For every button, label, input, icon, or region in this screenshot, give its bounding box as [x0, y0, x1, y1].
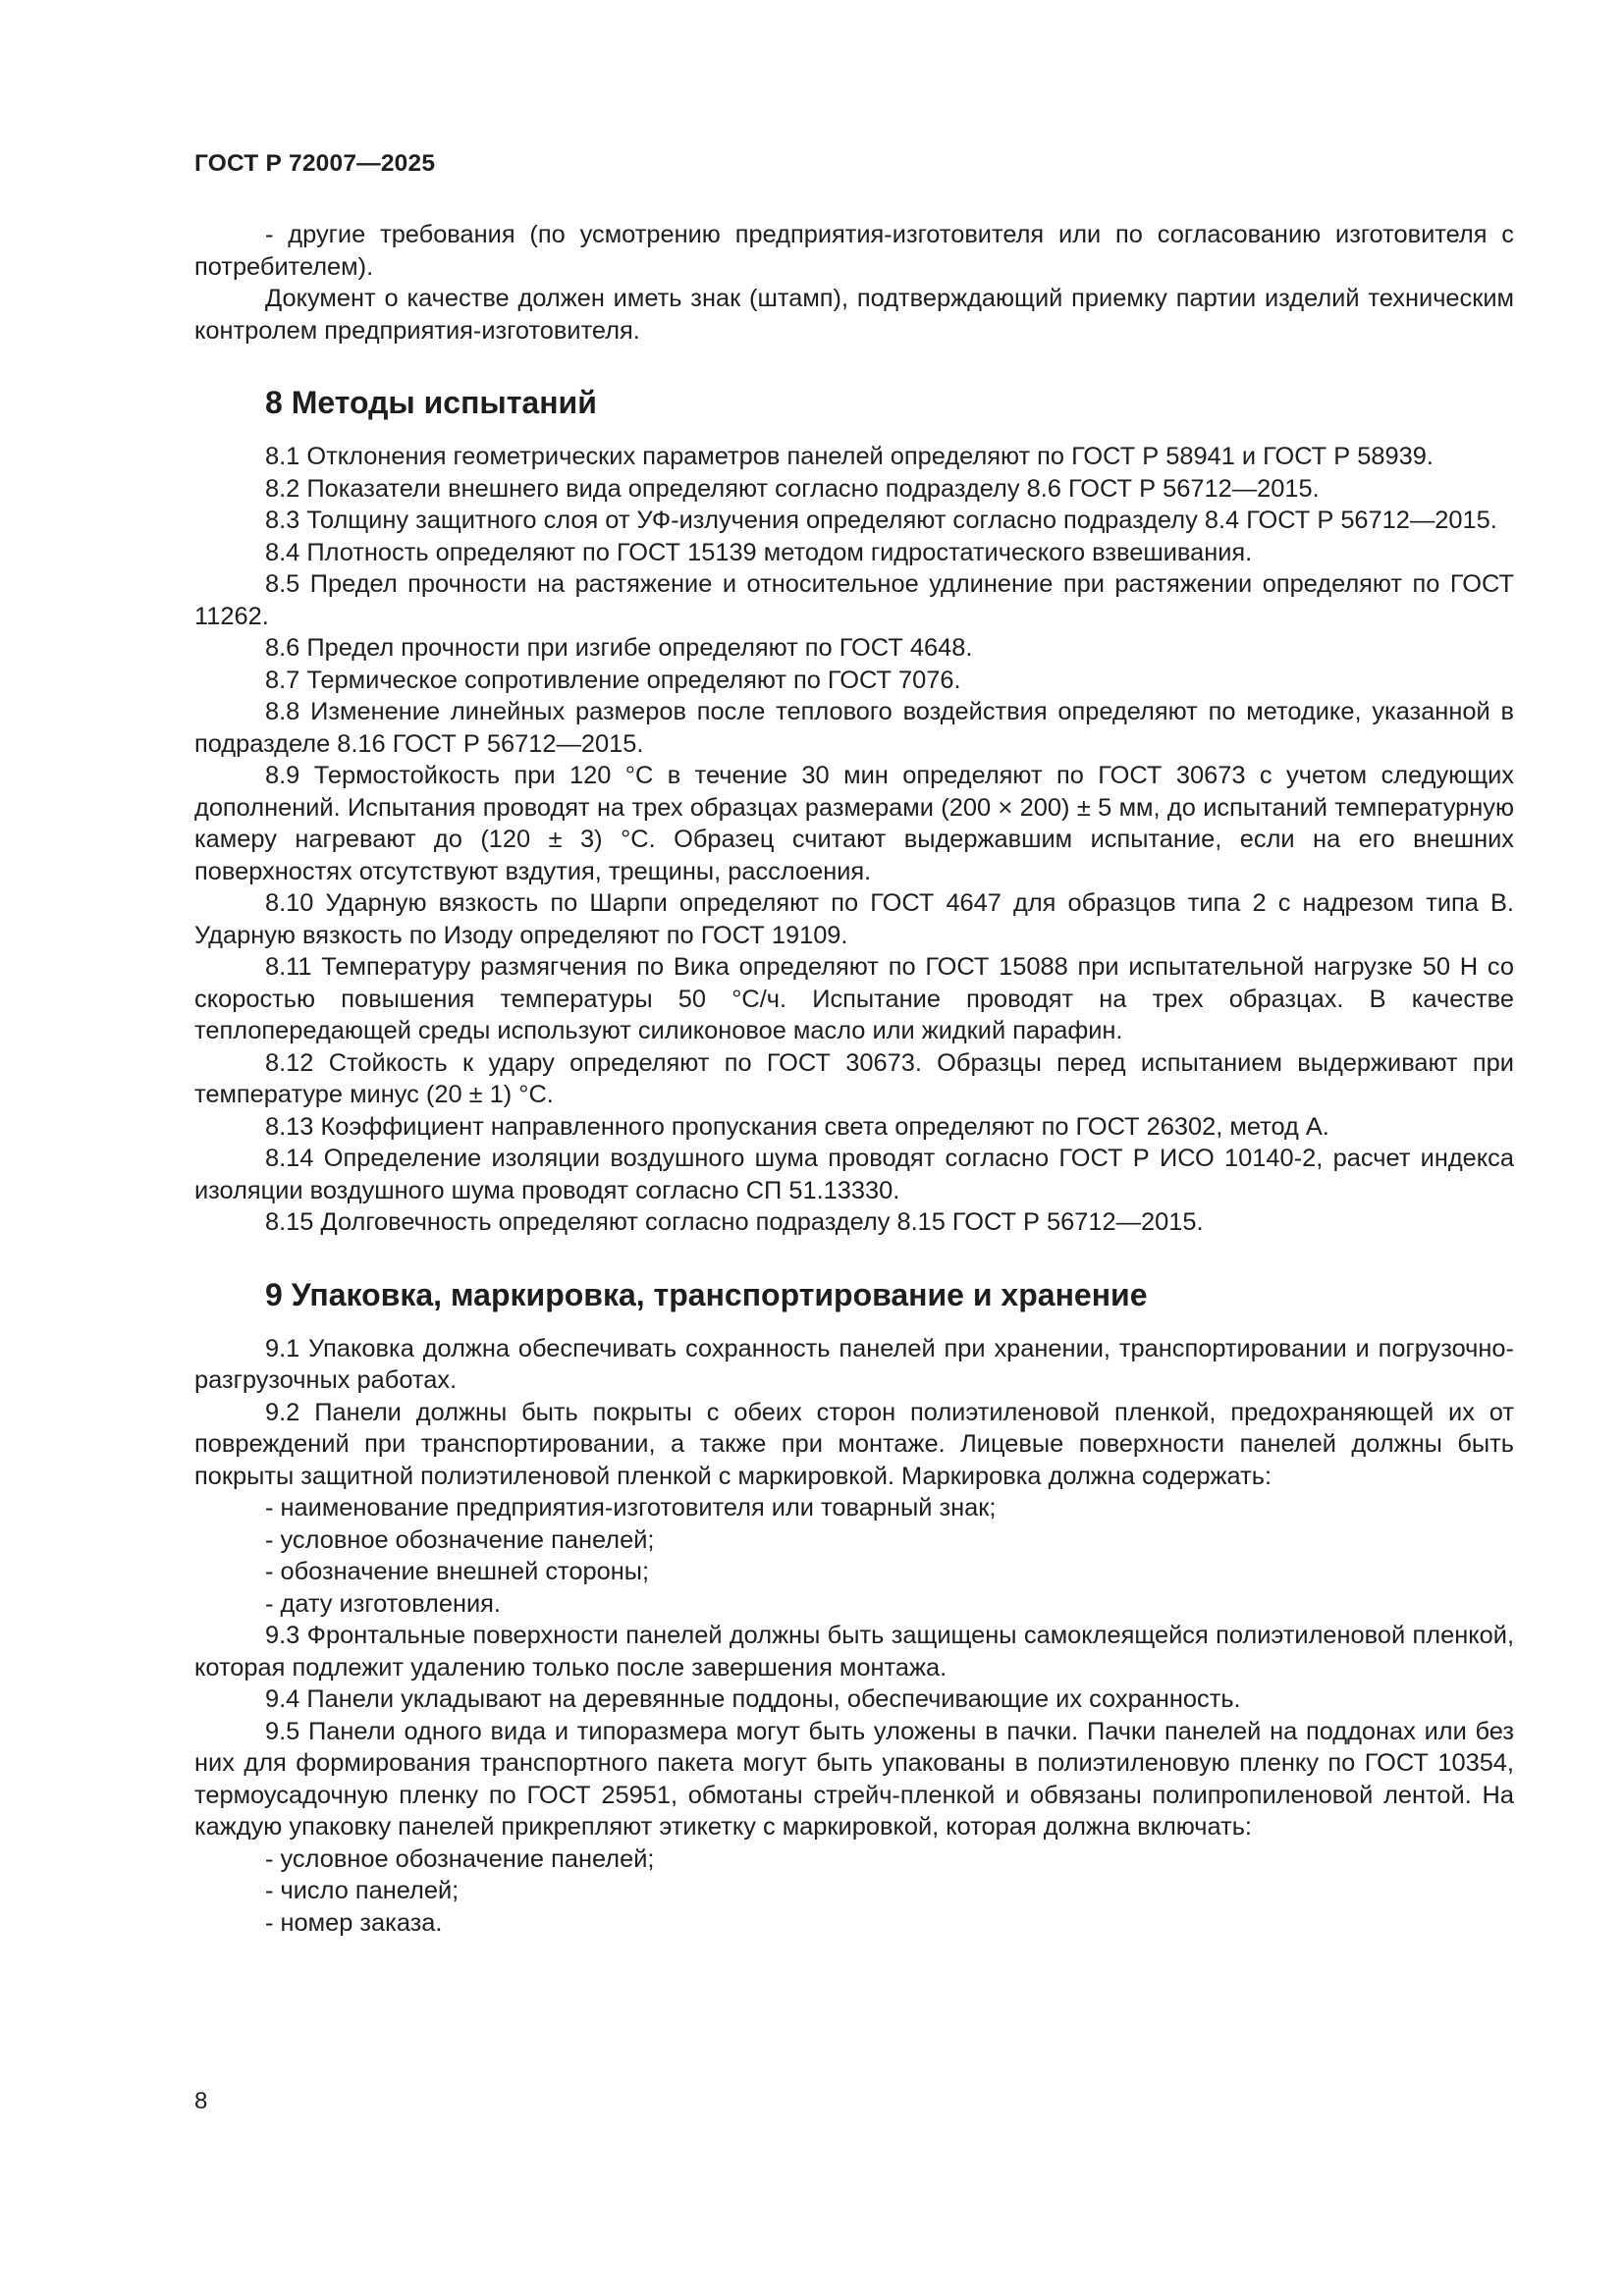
document-body	[194, 219, 1514, 1939]
section-9-paragraph: 9.3 Фронтальные поверхности панелей должны быть защищены самоклеящейся полиэтиленовой пленкой, которая подлежит удалению только после завершения монтажа.	[194, 1622, 1514, 1682]
section-9-paragraph: 9.5 Панели одного вида и типоразмера могут быть уложены в пачки. Пачки панелей на поддонах или без них для формирования транспортного пакета могут быть упакованы в полиэтиленовую пленку по ГОСТ 10354, термоусадочную пленку по ГОСТ 25951, обмотаны стрейч-пленкой и обвязаны полипропиленовой лентой. На каждую упаковку панелей прикрепляют этикетку с маркировкой, которая должна включать:	[194, 1717, 1514, 1841]
section-8-paragraph: 8.7 Термическое сопротивление определяют по ГОСТ 7076.	[265, 666, 961, 694]
list-item: - условное обозначение панелей;	[265, 1844, 655, 1873]
section-8-paragraph: 8.5 Предел прочности на растяжение и относительное удлинение при растяжении определяют по ГОСТ 11262.	[194, 570, 1514, 630]
section-9-paragraph: 9.4 Панели укладывают на деревянные поддоны, обеспечивающие их сохранность.	[265, 1685, 1241, 1713]
section-8-paragraph: 8.4 Плотность определяют по ГОСТ 15139 методом гидростатического взвешивания.	[265, 538, 1253, 566]
section-9-paragraph: 9.2 Панели должны быть покрыты с обеих сторон полиэтиленовой пленкой, предохраняющей их от повреждений при транспортировании, а также при монтаже. Лицевые поверхности панелей должны быть покрыты защитной полиэтиленовой пленкой с маркировкой. Маркировка должна содержать:	[194, 1398, 1514, 1490]
document-header: ГОСТ Р 72007—2025	[194, 150, 436, 177]
list-item: - условное обозначение панелей;	[265, 1525, 655, 1554]
list-item: - обозначение внешней стороны;	[265, 1558, 650, 1585]
section-8-paragraph: 8.15 Долговечность определяют согласно подразделу 8.15 ГОСТ Р 56712—2015.	[265, 1208, 1204, 1236]
list-item: - номер заказа.	[265, 1908, 443, 1937]
section-9-paragraph: 9.1 Упаковка должна обеспечивать сохранность панелей при хранении, транспортировании и погрузочно-разгрузочных работах.	[194, 1334, 1514, 1394]
section-8-paragraph: 8.8 Изменение линейных размеров после теплового воздействия определяют по методике, указанной в подразделе 8.16 ГОСТ Р 56712—2015.	[194, 698, 1514, 758]
section-8-paragraph: 8.13 Коэффициент направленного пропускания света определяют по ГОСТ 26302, метод А.	[265, 1112, 1329, 1141]
section-8-paragraph: 8.10 Ударную вязкость по Шарпи определяют по ГОСТ 4647 для образцов типа 2 с надрезом типа В. Ударную вязкость по Изоду определяют по ГОСТ 19109.	[194, 889, 1514, 949]
list-item: - наименование предприятия-изготовителя или товарный знак;	[265, 1494, 997, 1522]
section-8-paragraph: 8.6 Предел прочности при изгибе определяют по ГОСТ 4648.	[265, 634, 973, 662]
list-item: - число панелей;	[265, 1877, 460, 1904]
section-8-paragraph: 8.1 Отклонения геометрических параметров панелей определяют по ГОСТ Р 58941 и ГОСТ Р 58939.	[265, 443, 1434, 470]
section-8-paragraph: 8.3 Толщину защитного слоя от УФ-излучения определяют согласно подразделу 8.4 ГОСТ Р 56712—2015.	[265, 507, 1497, 534]
list-item: - дату изготовления.	[265, 1589, 501, 1618]
section-8-paragraph: 8.12 Стойкость к удару определяют по ГОСТ 30673. Образцы перед испытанием выдерживают при температуре минус (20 ± 1) °С.	[194, 1048, 1514, 1108]
section-8-paragraph: 8.9 Термостойкость при 120 °С в течение 30 мин определяют по ГОСТ 30673 с учетом следующих дополнений. Испытания проводят на трех образцах размерами (200 × 200) ± 5 мм, до испытаний температурную камеру нагревают до (120 ± 3) °С. Образец считают выдержавшим испытание, если на его внешних поверхностях отсутствуют вздутия, трещины, расслоения.	[194, 762, 1514, 885]
section-8-paragraph: 8.2 Показатели внешнего вида определяют согласно подразделу 8.6 ГОСТ Р 56712—2015.	[265, 474, 1320, 503]
section-9-heading: 9 Упаковка, маркировка, транспортирование и хранение	[265, 1276, 1148, 1312]
intro-paragraph: - другие требования (по усмотрению предприятия-изготовителя или по согласованию изготовителя с потребителем).	[194, 221, 1514, 281]
intro-paragraph: Документ о качестве должен иметь знак (штамп), подтверждающий приемку партии изделий техническим контролем предприятия-изготовителя.	[194, 285, 1514, 345]
page-number: 8	[194, 2088, 208, 2114]
section-8-heading: 8 Методы испытаний	[265, 385, 597, 420]
section-8-paragraph: 8.14 Определение изоляции воздушного шума проводят согласно ГОСТ Р ИСО 10140-2, расчет индекса изоляции воздушного шума проводят согласно СП 51.13330.	[194, 1145, 1514, 1204]
section-8-paragraph: 8.11 Температуру размягчения по Вика определяют по ГОСТ 15088 при испытательной нагрузке 50 Н со скоростью повышения температуры 50 °С/ч. Испытание проводят на трех образцах. В качестве теплопередающей среды используют силиконовое масло или жидкий парафин.	[194, 953, 1514, 1044]
